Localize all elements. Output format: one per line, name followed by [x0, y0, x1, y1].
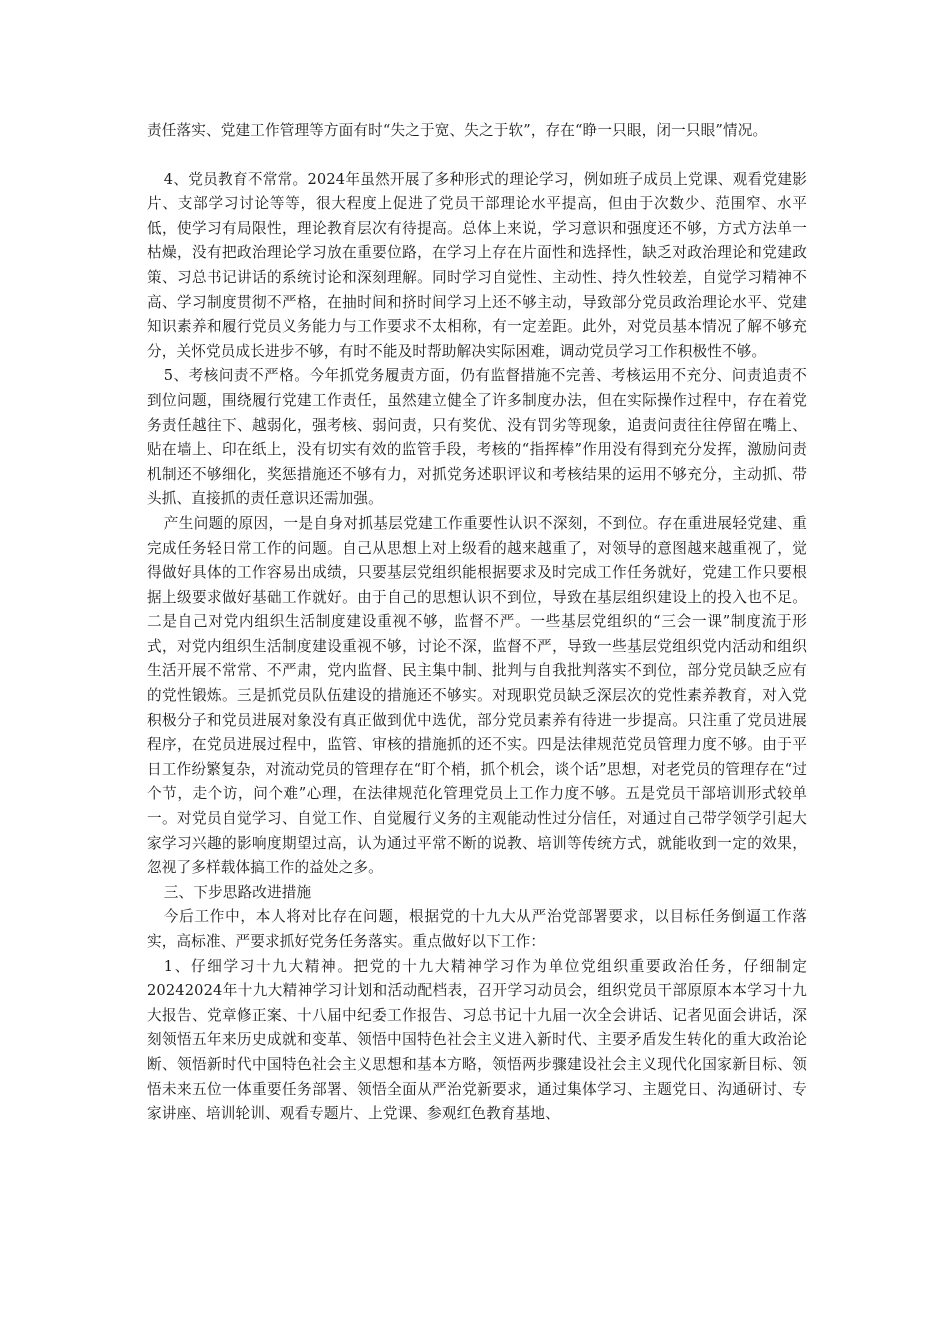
paragraph-item-4-education: 4、党员教育不常常。2024年虽然开展了多种形式的理论学习，例如班子成员上党课、观看党建影片、支部学习讨论等等，很大程度上促进了党员干部理论水平提高，但由于次数少、范围窄、水平低，使学习有局限性，理论教育层次有待提高。总体上来说，学习意识和强度还不够，方式方法单一枯燥，没有把政治理论学习放在重要位路，在学习上存在片面性和选择性，缺乏对政治理论和党建政策、习总书记讲话的系统讨论和深刻理解。同时学习自觉性、主动性、持久性较差，自觉学习精神不高、学习制度贯彻不严格，在抽时间和挤时间学习上还不够主动，导致部分党员政治理论水平、党建知识素养和履行党员义务能力与工作要求不太相称，有一定差距。此外，对党员基本情况了解不够充分，关怀党员成长进步不够，有时不能及时帮助解决实际困难，调动党员学习工作积极性不够。: [147, 170, 807, 360]
paragraph-item-1-study: 1、仔细学习十九大精神。把党的十九大精神学习作为单位党组织重要政治任务，仔细制定20242024年十九大精神学习计划和活动配档表，召开学习动员会，组织党员干部原原本本学习十九大报告、党章修正案、十八届中纪委工作报告、习总书记十九届一次全会讲话、记者见面会讲话，深刻领悟五年来历史成就和变革、领悟中国特色社会主义进入新时代、主要矛盾发生转化的重大政治论断、领悟新时代中国特色社会主义思想和基本方略，领悟两步骤建设社会主义现代化国家新目标、领悟未来五位一体重要任务部署、领悟全面从严治党新要求，通过集体学习、主题党日、沟通研讨、专家讲座、培训轮训、观看专题片、上党课、参观红色教育基地、: [147, 957, 807, 1123]
paragraph-item-5-accountability: 5、考核问责不严格。今年抓党务履责方面，仍有监督措施不完善、考核运用不充分、问责追责不到位问题，围绕履行党建工作责任，虽然建立健全了许多制度办法，但在实际操作过程中，存在着党务责任越往下、越弱化，强考核、弱问责，只有奖优、没有罚劣等现象，追责问责往往停留在嘴上、贴在墙上、印在纸上，没有切实有效的监管手段，考核的“指挥棒”作用没有得到充分发挥，激励问责机制还不够细化，奖惩措施还不够有力，对抓党务述职评议和考核结果的运用不够充分，主动抓、带头抓、直接抓的责任意识还需加强。: [147, 367, 807, 508]
paragraph-causes: 产生问题的原因，一是自身对抓基层党建工作重要性认识不深刻，不到位。存在重进展轻党建、重完成任务轻日常工作的问题。自己从思想上对上级看的越来越重了，对领导的意图越来越重视了，觉得做好具体的工作容易出成绩，只要基层党组织能根据要求及时完成工作任务就好，党建工作只要根据上级要求做好基础工作就好。由于自己的思想认识不到位，导致在基层组织建设上的投入也不足。二是自己对党内组织生活制度建设重视不够，监督不严。一些基层党组织的“三会一课”制度流于形式，对党内组织生活制度建设重视不够，讨论不深，监督不严，导致一些基层党组织党内活动和组织生活开展不常常、不严肃，党内监督、民主集中制、批判与自我批判落实不到位，部分党员缺乏应有的党性锻炼。三是抓党员队伍建设的措施还不够实。对现职党员缺乏深层次的党性素养教育，对入党积极分子和党员进展对象没有真正做到优中选优，部分党员素养有待进一步提高。只注重了党员进展程序，在党员进展过程中，监管、审核的措施抓的还不实。四是法律规范党员管理力度不够。由于平日工作纷繁复杂，对流动党员的管理存在“盯个梢，抓个机会，谈个话”思想，对老党员的管理存在“过个节，走个访，问个难”心理，在法律规范化管理党员上工作力度不够。五是党员干部培训形式较单一。对党员自觉学习、自觉工作、自觉履行义务的主观能动性过分信任，对通过自己带学领学引起大家学习兴趣的影响度期望过高，认为通过平常不断的说教、培训等传统方式，就能收到一定的效果，忽视了多样载体搞工作的益处之多。: [147, 514, 807, 877]
document-page: [147, 119, 807, 1127]
paragraph-future-work: 今后工作中，本人将对比存在问题，根据党的十九大从严治党部署要求，以目标任务倒逼工作落实，高标准、严要求抓好党务任务落实。重点做好以下工作：: [147, 908, 807, 950]
section-heading-improvement: 三、下步思路改进措施: [163, 883, 312, 901]
paragraph-responsibility-continued: 责任落实、党建工作管理等方面有时“失之于宽、失之于软”，存在“睁一只眼，闭一只眼”情况。: [147, 122, 768, 139]
paragraph-gap: [147, 144, 807, 168]
